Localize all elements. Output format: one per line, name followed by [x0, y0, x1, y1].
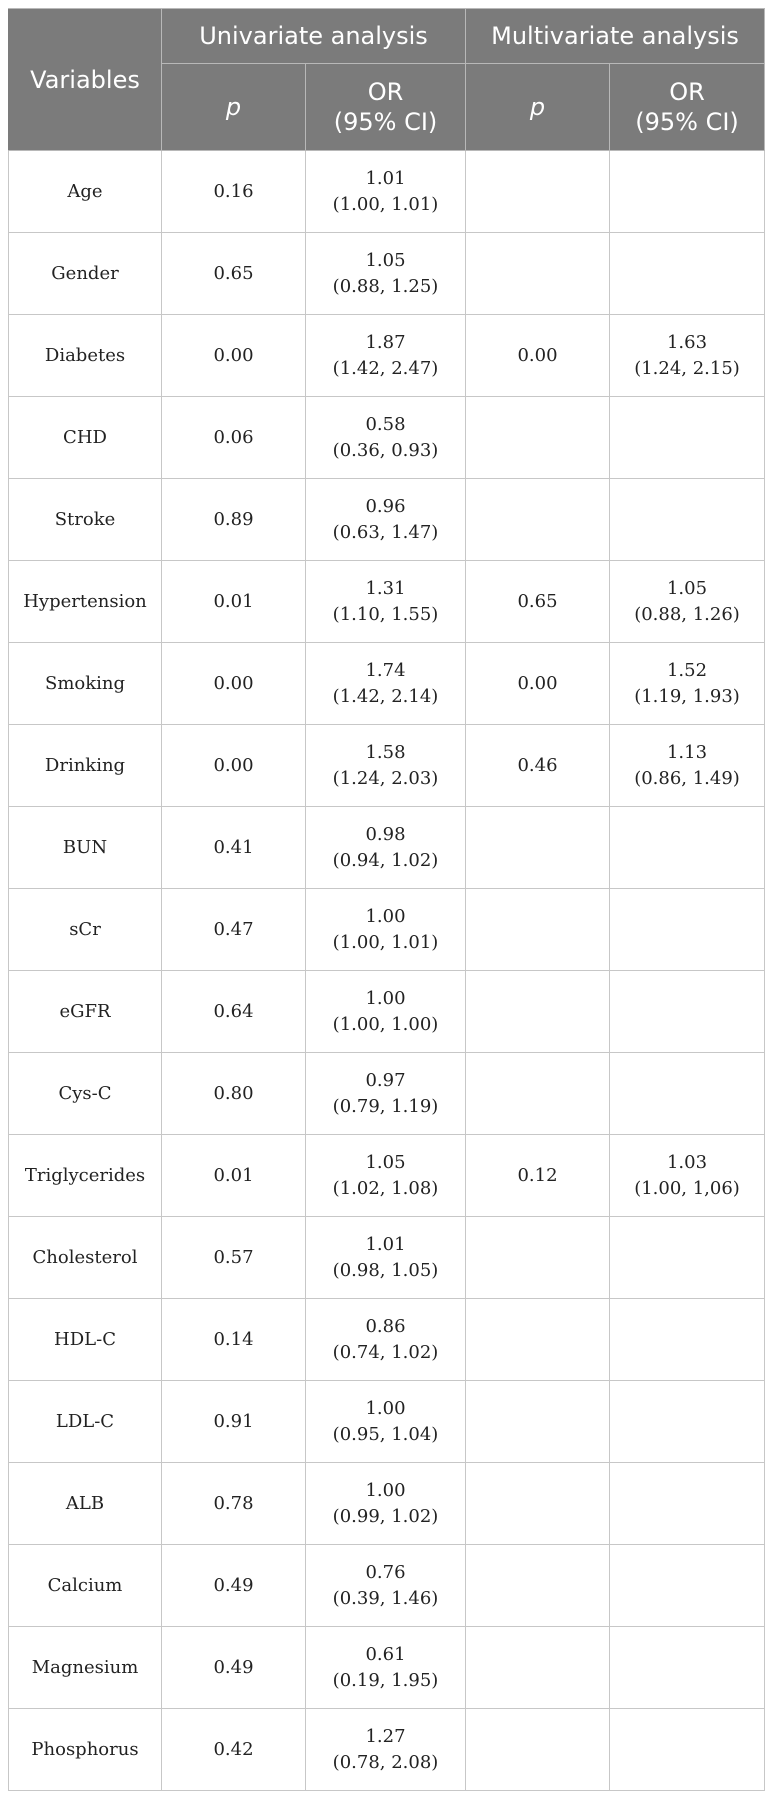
cell-univariate-p — [162, 1545, 306, 1627]
univariate-ci-value: (1.10, 1.55) — [332, 603, 439, 625]
univariate-p-value: 0.80 — [213, 1082, 254, 1104]
cell-univariate-p — [162, 1053, 306, 1135]
univariate-or-value: 1.00 — [365, 905, 406, 927]
cell-univariate-p — [162, 1709, 306, 1791]
variable-name: Triglycerides — [24, 1164, 146, 1186]
cell-multivariate-p — [466, 233, 610, 315]
cell-univariate-or — [306, 561, 466, 643]
cell-univariate-p — [162, 233, 306, 315]
table-row — [9, 1463, 765, 1545]
cell-univariate-p — [162, 315, 306, 397]
multivariate-ci-value: (1.00, 1,06) — [634, 1177, 740, 1199]
table-row — [9, 151, 765, 233]
univariate-or-value: 1.01 — [365, 167, 406, 189]
cell-multivariate-p — [466, 1545, 610, 1627]
cell-variable — [9, 1709, 162, 1791]
cell-multivariate-or — [610, 1053, 765, 1135]
univariate-ci-value: (0.36, 0.93) — [332, 439, 439, 461]
cell-multivariate-or — [610, 1709, 765, 1791]
cell-univariate-or — [306, 971, 466, 1053]
univariate-or-value: 1.27 — [365, 1725, 406, 1747]
header-univariate-p: p — [162, 64, 306, 151]
variable-name: Calcium — [47, 1574, 123, 1596]
univariate-ci-value: (0.98, 1.05) — [332, 1259, 439, 1281]
cell-variable — [9, 1299, 162, 1381]
univariate-ci-value: (0.19, 1.95) — [332, 1669, 439, 1691]
cell-univariate-or — [306, 1299, 466, 1381]
cell-variable — [9, 1381, 162, 1463]
univariate-or-value: 1.05 — [365, 1151, 406, 1173]
multivariate-p-value: 0.46 — [517, 754, 558, 776]
cell-variable — [9, 1627, 162, 1709]
cell-univariate-or — [306, 1381, 466, 1463]
univariate-or-value: 1.00 — [365, 1479, 406, 1501]
univariate-ci-value: (1.24, 2.03) — [332, 767, 439, 789]
univariate-p-value: 0.49 — [213, 1656, 254, 1678]
univariate-p-value: 0.00 — [213, 754, 254, 776]
univariate-or-value: 1.58 — [365, 741, 406, 763]
univariate-ci-value: (0.63, 1.47) — [332, 521, 439, 543]
variable-name: sCr — [69, 918, 101, 940]
univariate-or-value: 1.00 — [365, 987, 406, 1009]
cell-univariate-p — [162, 397, 306, 479]
variable-name: Cys-C — [58, 1082, 112, 1104]
cell-multivariate-p — [466, 479, 610, 561]
univariate-p-value: 0.47 — [213, 918, 254, 940]
table-row — [9, 397, 765, 479]
cell-univariate-p — [162, 889, 306, 971]
univariate-or-value: 1.87 — [365, 331, 406, 353]
univariate-p-value: 0.78 — [213, 1492, 254, 1514]
univariate-p-value: 0.49 — [213, 1574, 254, 1596]
variable-name: LDL-C — [55, 1410, 115, 1432]
cell-univariate-or — [306, 643, 466, 725]
cell-univariate-or — [306, 725, 466, 807]
table-row — [9, 889, 765, 971]
univariate-p-value: 0.89 — [213, 508, 254, 530]
univariate-or-value: 1.00 — [365, 1397, 406, 1419]
univariate-or-value: 0.96 — [365, 495, 406, 517]
header-univariate: Univariate analysis — [162, 9, 466, 64]
table-row — [9, 1299, 765, 1381]
univariate-p-value: 0.00 — [213, 344, 254, 366]
variable-name: Drinking — [44, 754, 126, 776]
header-or-label: OR — [367, 78, 404, 106]
table-row — [9, 725, 765, 807]
cell-univariate-p — [162, 151, 306, 233]
table-row — [9, 1545, 765, 1627]
cell-multivariate-or — [610, 151, 765, 233]
variable-name: Diabetes — [44, 344, 126, 366]
multivariate-or-value: 1.63 — [666, 331, 708, 353]
table-row — [9, 479, 765, 561]
table-row — [9, 643, 765, 725]
multivariate-p-value: 0.00 — [517, 344, 558, 366]
cell-multivariate-or — [610, 561, 765, 643]
univariate-ci-value: (1.00, 1.01) — [332, 193, 439, 215]
variable-name: ALB — [65, 1492, 105, 1514]
cell-univariate-p — [162, 1135, 306, 1217]
cell-multivariate-p — [466, 889, 610, 971]
cell-variable — [9, 889, 162, 971]
variable-name: BUN — [62, 836, 108, 858]
univariate-or-value: 0.76 — [365, 1561, 406, 1583]
table-row — [9, 233, 765, 315]
cell-multivariate-p — [466, 725, 610, 807]
table-row — [9, 807, 765, 889]
cell-multivariate-or — [610, 725, 765, 807]
univariate-ci-value: (0.79, 1.19) — [332, 1095, 439, 1117]
multivariate-p-value: 0.12 — [517, 1164, 558, 1186]
univariate-p-value: 0.41 — [213, 836, 254, 858]
cell-univariate-or — [306, 1627, 466, 1709]
variable-name: eGFR — [59, 1000, 111, 1022]
cell-multivariate-p — [466, 643, 610, 725]
cell-multivariate-p — [466, 1463, 610, 1545]
cell-univariate-p — [162, 1627, 306, 1709]
variable-name: Smoking — [44, 672, 125, 694]
univariate-p-value: 0.01 — [213, 590, 254, 612]
cell-univariate-p — [162, 807, 306, 889]
cell-multivariate-or — [610, 971, 765, 1053]
cell-univariate-p — [162, 971, 306, 1053]
univariate-or-value: 1.74 — [365, 659, 406, 681]
header-ci-label: (95% CI) — [333, 108, 438, 136]
header-multivariate-or — [610, 64, 765, 151]
cell-multivariate-or — [610, 889, 765, 971]
cell-variable — [9, 1463, 162, 1545]
cell-multivariate-p — [466, 561, 610, 643]
univariate-ci-value: (1.02, 1.08) — [332, 1177, 439, 1199]
cell-univariate-or — [306, 1709, 466, 1791]
header-variables: Variables — [9, 9, 162, 151]
variable-name: Gender — [51, 262, 119, 284]
univariate-or-value: 1.31 — [365, 577, 406, 599]
table-row — [9, 1627, 765, 1709]
table-body — [9, 151, 765, 1791]
univariate-ci-value: (1.00, 1.00) — [332, 1013, 439, 1035]
cell-multivariate-p — [466, 807, 610, 889]
univariate-ci-value: (0.74, 1.02) — [332, 1341, 439, 1363]
cell-multivariate-or — [610, 1627, 765, 1709]
cell-multivariate-p — [466, 151, 610, 233]
cell-multivariate-p — [466, 315, 610, 397]
header-or-label: OR — [669, 78, 705, 106]
univariate-p-value: 0.01 — [213, 1164, 254, 1186]
cell-variable — [9, 1053, 162, 1135]
univariate-or-value: 1.01 — [365, 1233, 406, 1255]
cell-multivariate-or — [610, 1135, 765, 1217]
cell-multivariate-or — [610, 1381, 765, 1463]
univariate-or-value: 0.58 — [365, 413, 406, 435]
variable-name: Stroke — [54, 508, 116, 530]
univariate-ci-value: (0.94, 1.02) — [332, 849, 439, 871]
univariate-ci-value: (0.39, 1.46) — [332, 1587, 439, 1609]
cell-variable — [9, 1217, 162, 1299]
variable-name: HDL-C — [54, 1328, 116, 1350]
univariate-ci-value: (0.99, 1.02) — [332, 1505, 439, 1527]
table-row — [9, 1217, 765, 1299]
table-row — [9, 561, 765, 643]
cell-multivariate-p — [466, 1627, 610, 1709]
univariate-ci-value: (1.00, 1.01) — [332, 931, 439, 953]
variable-name: Magnesium — [31, 1656, 139, 1678]
univariate-p-value: 0.14 — [213, 1328, 254, 1350]
univariate-ci-value: (0.88, 1.25) — [332, 275, 439, 297]
cell-multivariate-or — [610, 807, 765, 889]
univariate-p-value: 0.64 — [213, 1000, 254, 1022]
header-univariate-or — [306, 64, 466, 151]
header-multivariate: Multivariate analysis — [466, 9, 765, 64]
header-ci-label: (95% CI) — [635, 108, 739, 136]
univariate-ci-value: (0.95, 1.04) — [332, 1423, 439, 1445]
cell-variable — [9, 397, 162, 479]
variable-name: Age — [67, 180, 103, 202]
cell-multivariate-or — [610, 1463, 765, 1545]
cell-multivariate-or — [610, 1299, 765, 1381]
cell-multivariate-or — [610, 643, 765, 725]
univariate-p-value: 0.16 — [213, 180, 254, 202]
cell-univariate-or — [306, 1545, 466, 1627]
univariate-or-value: 0.97 — [365, 1069, 406, 1091]
univariate-p-value: 0.57 — [213, 1246, 254, 1268]
cell-multivariate-p — [466, 971, 610, 1053]
cell-multivariate-or — [610, 315, 765, 397]
variable-name: CHD — [63, 426, 107, 448]
cell-univariate-or — [306, 397, 466, 479]
cell-univariate-or — [306, 233, 466, 315]
multivariate-ci-value: (1.19, 1.93) — [634, 685, 740, 707]
multivariate-ci-value: (1.24, 2.15) — [634, 357, 740, 379]
univariate-or-value: 0.98 — [365, 823, 406, 845]
univariate-p-value: 0.91 — [213, 1410, 254, 1432]
multivariate-p-value: 0.00 — [517, 672, 558, 694]
cell-variable — [9, 725, 162, 807]
multivariate-or-value: 1.13 — [666, 741, 708, 763]
univariate-p-value: 0.65 — [213, 262, 254, 284]
table-header — [9, 9, 765, 151]
table-row — [9, 315, 765, 397]
variable-name: Phosphorus — [31, 1738, 139, 1760]
univariate-or-value: 0.86 — [365, 1315, 406, 1337]
cell-variable — [9, 643, 162, 725]
cell-multivariate-or — [610, 479, 765, 561]
multivariate-or-value: 1.52 — [666, 659, 708, 681]
cell-variable — [9, 1135, 162, 1217]
multivariate-or-value: 1.03 — [666, 1151, 708, 1173]
cell-variable — [9, 1545, 162, 1627]
multivariate-ci-value: (0.86, 1.49) — [634, 767, 740, 789]
cell-multivariate-or — [610, 233, 765, 315]
univariate-p-value: 0.42 — [213, 1738, 254, 1760]
cell-multivariate-p — [466, 1053, 610, 1135]
cell-multivariate-or — [610, 1217, 765, 1299]
cell-univariate-or — [306, 1217, 466, 1299]
multivariate-or-value: 1.05 — [666, 577, 708, 599]
header-multivariate-p: p — [466, 64, 610, 151]
table-row — [9, 1709, 765, 1791]
regression-table — [8, 8, 765, 1791]
variable-name: Cholesterol — [32, 1246, 138, 1268]
cell-univariate-or — [306, 315, 466, 397]
cell-univariate-or — [306, 479, 466, 561]
cell-univariate-p — [162, 1217, 306, 1299]
cell-multivariate-p — [466, 1135, 610, 1217]
multivariate-ci-value: (0.88, 1.26) — [634, 603, 740, 625]
cell-multivariate-p — [466, 1217, 610, 1299]
cell-variable — [9, 561, 162, 643]
cell-univariate-or — [306, 151, 466, 233]
cell-variable — [9, 151, 162, 233]
univariate-or-value: 0.61 — [365, 1643, 406, 1665]
cell-univariate-p — [162, 643, 306, 725]
univariate-or-value: 1.05 — [365, 249, 406, 271]
multivariate-p-value: 0.65 — [517, 590, 558, 612]
cell-variable — [9, 479, 162, 561]
cell-variable — [9, 233, 162, 315]
cell-univariate-p — [162, 561, 306, 643]
cell-multivariate-p — [466, 397, 610, 479]
table-row — [9, 1135, 765, 1217]
cell-univariate-p — [162, 1381, 306, 1463]
cell-multivariate-or — [610, 397, 765, 479]
univariate-ci-value: (1.42, 2.47) — [332, 357, 439, 379]
univariate-ci-value: (1.42, 2.14) — [332, 685, 439, 707]
cell-variable — [9, 315, 162, 397]
univariate-ci-value: (0.78, 2.08) — [332, 1751, 439, 1773]
cell-univariate-or — [306, 1463, 466, 1545]
regression-table-container — [8, 8, 764, 1791]
cell-variable — [9, 807, 162, 889]
cell-multivariate-p — [466, 1381, 610, 1463]
cell-multivariate-p — [466, 1709, 610, 1791]
univariate-p-value: 0.00 — [213, 672, 254, 694]
cell-univariate-p — [162, 1463, 306, 1545]
cell-univariate-p — [162, 479, 306, 561]
univariate-p-value: 0.06 — [213, 426, 254, 448]
table-row — [9, 1053, 765, 1135]
cell-univariate-or — [306, 889, 466, 971]
header-row-groups — [9, 9, 765, 64]
cell-multivariate-p — [466, 1299, 610, 1381]
cell-univariate-p — [162, 1299, 306, 1381]
table-row — [9, 971, 765, 1053]
cell-univariate-p — [162, 725, 306, 807]
cell-univariate-or — [306, 807, 466, 889]
variable-name: Hypertension — [23, 590, 147, 612]
table-row — [9, 1381, 765, 1463]
cell-univariate-or — [306, 1053, 466, 1135]
cell-univariate-or — [306, 1135, 466, 1217]
cell-multivariate-or — [610, 1545, 765, 1627]
cell-variable — [9, 971, 162, 1053]
